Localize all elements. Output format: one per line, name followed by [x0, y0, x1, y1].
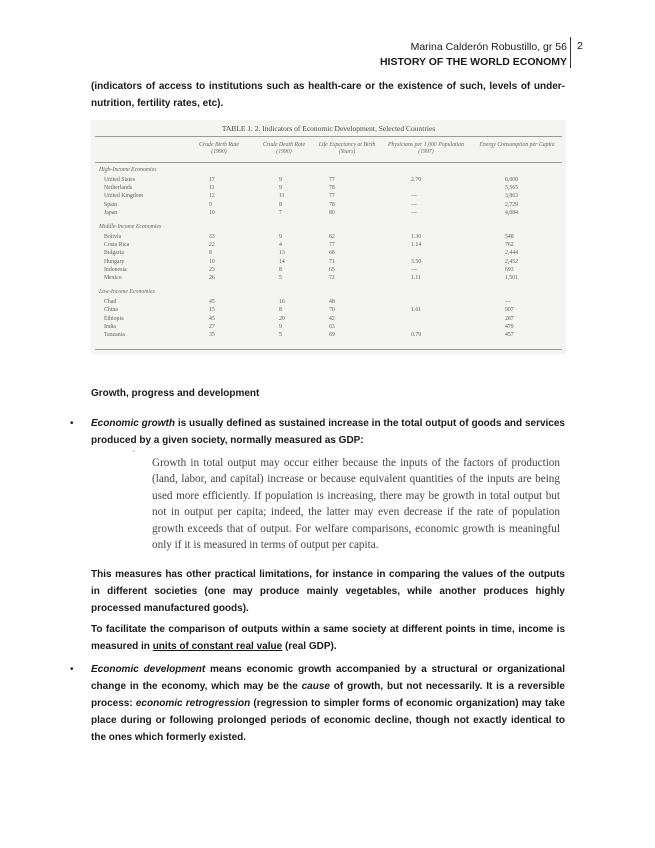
header-course-title: HISTORY OF THE WORLD ECONOMY: [379, 56, 567, 68]
table-cell: —: [411, 266, 417, 273]
table-cell: 71: [329, 258, 335, 265]
limitations-paragraph: This measures has other practical limitations, for instance in comparing the values of the outputs in different societies (one may produce mainly vegetables, while another produces highly processed manufactured goods).: [91, 569, 565, 614]
table-row: [91, 177, 566, 184]
table-cell: 15: [209, 307, 215, 314]
table-cell: 907: [505, 307, 514, 314]
comparison-text-before: To facilitate the comparison of outputs within a same society at different points in time, income is measured in: [91, 624, 565, 652]
table-cell: 12: [209, 193, 215, 200]
table-cell: 80: [329, 209, 335, 216]
table-cell: 22: [209, 242, 215, 249]
table-cell: 69: [329, 332, 335, 338]
table-cell: 8: [279, 201, 282, 208]
bullet-marker: •: [70, 418, 74, 429]
table-cell: 7: [279, 209, 282, 216]
table-row: [91, 250, 566, 257]
table-cell: 1.14: [411, 242, 422, 249]
table-cell: 287: [505, 315, 514, 322]
table-cell: 77: [329, 177, 335, 183]
table-cell: 14: [279, 258, 285, 265]
table-top-rule: [95, 136, 562, 137]
section-heading: Growth, progress and development: [91, 388, 260, 399]
table-cell: Mexico: [104, 275, 122, 281]
table-cell: 479: [505, 323, 514, 330]
column-header: Energy Consumption per Capita: [479, 142, 555, 148]
table-cell: 693: [505, 266, 514, 273]
table-cell: —: [411, 209, 417, 216]
table-row: [91, 299, 566, 306]
table-row: [91, 242, 566, 249]
table-cell: Costa Rica: [104, 242, 130, 249]
table-bottom-rule: [95, 349, 562, 350]
table-group-heading: High-Income Economies: [99, 167, 157, 173]
table-cell: Japan: [104, 209, 118, 216]
table-cell: 2,444: [505, 250, 519, 257]
column-header: Life Expectancy at Birth (Years): [318, 142, 376, 155]
table-cell: 33: [209, 234, 215, 240]
table-cell: Spain: [104, 201, 118, 208]
table-cell: 9: [279, 323, 282, 330]
table-cell: 0.79: [411, 332, 422, 338]
table-cell: 548: [505, 234, 514, 240]
table-cell: 45: [209, 299, 215, 306]
table-row: [91, 307, 566, 314]
table-cell: 16: [279, 299, 285, 306]
table-row: [91, 324, 566, 331]
table-cell: 5: [279, 332, 282, 338]
table-cell: 23: [209, 266, 215, 273]
table-cell: 9: [209, 201, 212, 208]
table-cell: 65: [329, 266, 335, 273]
table-cell: —: [505, 299, 511, 306]
table-cell: China: [104, 307, 118, 314]
column-header: Physicians per 1,000 Population (1997): [388, 142, 464, 155]
header-divider: [570, 37, 571, 68]
term-cause: cause: [301, 681, 330, 692]
table-cell: 9: [279, 177, 282, 183]
table-cell: 8: [279, 266, 282, 273]
table-cell: 72: [329, 275, 335, 281]
table-cell: 11: [279, 193, 285, 200]
table-cell: 17: [209, 177, 215, 183]
running-header: [380, 40, 567, 70]
table-group-heading: Middle-Income Economies: [99, 224, 162, 230]
page-number: 2: [577, 40, 583, 52]
table-row: [91, 275, 566, 282]
table-cell: 27: [209, 323, 215, 330]
table-cell: 1.61: [411, 307, 422, 314]
table-cell: Ethiopia: [104, 315, 124, 322]
term-economic-development: Economic development: [91, 664, 206, 675]
table-row: [91, 210, 566, 217]
term-economic-growth: Economic growth: [91, 418, 175, 429]
table-cell: 35: [209, 332, 215, 338]
table-cell: 5,565: [505, 185, 519, 192]
table-cell: 2,452: [505, 258, 519, 265]
table-cell: 457: [505, 332, 514, 338]
table-cell: United States: [104, 177, 136, 183]
block-quote: Growth in total output may occur either because the inputs of the factors of production (land, labor, and capital) increase or because equivalent quantities of the inputs are being used more efficiently. If population is increasing, there may be growth in total output but not in output per capita; indeed, the latter may even decrease if the rate of population growth exceeds that of output. For welfare comparisons, economic growth is meaningful only if it is measured in terms of output per capita.: [152, 457, 560, 552]
table-cell: 63: [329, 323, 335, 330]
table-cell: 10: [209, 258, 215, 265]
table-cell: 9: [279, 234, 282, 240]
term-economic-retrogression: economic retrogression: [135, 698, 251, 709]
scanned-table-image: [91, 120, 566, 354]
table-cell: 4: [279, 242, 282, 249]
table-cell: 26: [209, 275, 215, 281]
table-cell: 2,729: [505, 201, 519, 208]
table-cell: Tanzania: [104, 332, 125, 338]
table-cell: 77: [329, 193, 335, 200]
table-cell: 68: [329, 250, 335, 257]
table-cell: United Kingdom: [104, 193, 144, 200]
table-cell: 3,863: [505, 193, 519, 200]
table-cell: 2.70: [411, 177, 422, 183]
table-cell: 8: [209, 250, 212, 257]
table-cell: 762: [505, 242, 514, 249]
table-cell: 62: [329, 234, 335, 240]
development-text: (regression to simpler forms of economic organization) may take place during or following prolonged periods of economic decline, though not exactly identical to the ones which formerly existed.: [91, 698, 566, 743]
column-header: Crude Death Rate (1990): [262, 142, 306, 155]
table-cell: Bulgaria: [104, 250, 124, 257]
table-row: [91, 316, 566, 323]
development-definition: [91, 661, 565, 746]
table-row: [91, 259, 566, 266]
table-cell: 78: [329, 201, 335, 208]
table-cell: India: [104, 323, 116, 330]
table-row: [91, 202, 566, 209]
table-cell: 77: [329, 242, 335, 249]
table-cell: —: [411, 193, 417, 200]
development-text: of growth, but not necessarily. It is a reversible process:: [91, 681, 565, 709]
table-cell: 5: [279, 275, 282, 281]
table-cell: Chad: [104, 299, 117, 306]
table-cell: Netherlands: [104, 185, 133, 192]
comparison-paragraph: [91, 621, 565, 655]
development-text: means economic growth accompanied by a structural or organizational change in the economy, which may be the: [91, 664, 565, 692]
table-cell: 4,084: [505, 209, 519, 216]
table-cell: 45: [209, 315, 215, 322]
table-row: [91, 193, 566, 200]
table-cell: 8,000: [505, 177, 519, 183]
table-cell: 13: [279, 250, 285, 257]
table-cell: 3.50: [411, 258, 422, 265]
table-cell: 8: [279, 307, 282, 314]
table-cell: 70: [329, 307, 335, 314]
column-header: Crude Birth Rate (1990): [199, 142, 239, 155]
table-cell: 1,501: [505, 275, 519, 281]
table-cell: 11: [209, 185, 215, 192]
quote-mark: ‘: [133, 449, 135, 458]
table-cell: —: [411, 201, 417, 208]
table-row: [91, 267, 566, 274]
table-row: [91, 332, 566, 339]
table-caption: TABLE 1. 2. Indicators of Economic Development, Selected Countries: [221, 124, 436, 133]
table-cell: 1.11: [411, 275, 421, 281]
table-group-heading: Low-Income Economies: [99, 289, 155, 296]
bullet-marker: •: [70, 664, 74, 675]
table-cell: 48: [329, 299, 335, 306]
intro-paragraph: (indicators of access to institutions such as health-care or the existence of such, levels of under-nutrition, fertility rates, etc).: [91, 81, 565, 109]
table-cell: Bolivia: [104, 234, 122, 240]
table-cell: 20: [279, 315, 285, 322]
table-cell: Hungary: [104, 258, 125, 265]
table-cell: 78: [329, 185, 335, 192]
table-row: [91, 234, 566, 241]
growth-text: is usually defined as sustained increase in the total output of goods and services produced by a given society, normally measured as GDP:: [91, 418, 565, 446]
comparison-text-after: (real GDP).: [282, 641, 337, 652]
table-cell: Indonesia: [104, 266, 127, 273]
constant-real-value-term: units of constant real value: [152, 641, 283, 652]
table-row: [91, 185, 566, 192]
table-header-rule: [95, 162, 562, 163]
growth-definition: [91, 415, 565, 449]
table-cell: 10: [209, 209, 215, 216]
table-cell: 1.30: [411, 234, 422, 240]
table-cell: 42: [329, 315, 335, 322]
header-author: Marina Calderón Robustillo, gr 56: [410, 41, 567, 53]
table-cell: 9: [279, 185, 282, 192]
